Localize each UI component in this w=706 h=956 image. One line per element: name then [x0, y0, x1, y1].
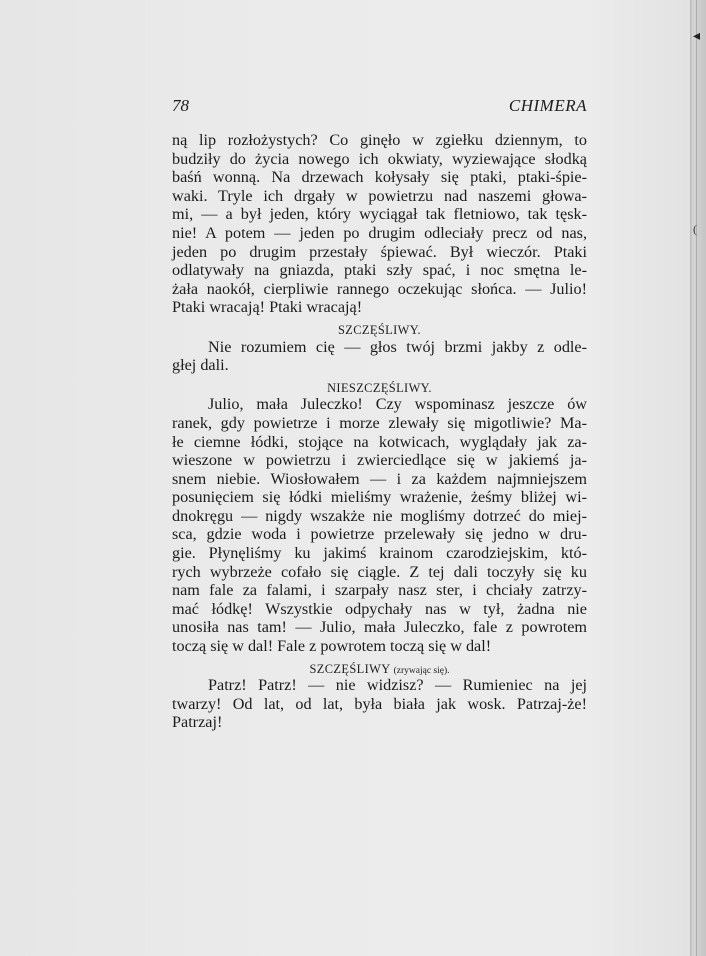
stage-direction: (zrywając się).: [393, 665, 450, 676]
page-edge-mark-icon: (: [693, 222, 697, 236]
text-line: budziły do życia nowego ich okwiaty, wyziewające słodką: [172, 149, 587, 168]
text-line: wieszone w powietrzu i zwierciedlące się w jakiemś ja-: [172, 451, 587, 470]
text-line: waki. Tryle ich drgały w powietrzu nad naszemi głowa-: [172, 186, 587, 205]
running-title: CHIMERA: [508, 96, 587, 115]
text-line: nie! A potem — jeden po drugim odleciały precz od nas,: [172, 223, 587, 242]
text-line: Nie rozumiem cię — głos twój brzmi jakby z odle-: [208, 337, 587, 356]
text-line: Julio, mała Juleczko! Czy wspominasz jeszcze ów: [208, 395, 587, 414]
page-gutter-shadow: [690, 0, 706, 956]
paragraph: [172, 131, 587, 317]
text-line: twarzy! Od lat, od lat, była biała jak wosk. Patrzaj-że!: [172, 694, 587, 713]
paragraph: [172, 338, 587, 375]
text-line: nam fale za falami, i szarpały nasz ster, i chciały zatrzy-: [172, 581, 587, 600]
speaker-heading: [172, 377, 587, 396]
running-head: [172, 96, 587, 118]
page-number: 78: [172, 96, 189, 115]
text-line: mi, — a był jeden, który wyciągał tak fletniowo, tak tęsk-: [172, 205, 587, 224]
text-line: posunięciem się łódki mieliśmy wrażenie, żeśmy bliżej wi-: [172, 488, 587, 507]
text-line: mać łódkę! Wszystkie odpychały nas w tył, żadna nie: [172, 599, 587, 618]
text-line: sca, gdzie woda i powietrze przelewały się jedno w dru-: [172, 525, 587, 544]
text-line: unosiła nas tam! — Julio, mała Juleczko, fale z powrotem: [172, 618, 587, 637]
text-line: jeden po drugim przestały śpiewać. Był wieczór. Ptaki: [172, 242, 587, 261]
speaker-name: NIESZCZĘŚLIWY.: [327, 380, 432, 395]
speaker-heading: [172, 319, 587, 338]
text-line: ną lip rozłożystych? Co ginęło w zgiełku dziennym, to: [172, 131, 587, 149]
text-line: gie. Płynęliśmy ku jakimś krainom czarodziejskim, któ-: [172, 544, 587, 563]
speaker-heading: [172, 658, 587, 677]
text-line: ranek, gdy powietrze i morze zlewały się migotliwie? Ma-: [172, 413, 587, 432]
text-line: rych wybrzeże cofało się ciągle. Z tej dali toczyły się ku: [172, 562, 587, 581]
speaker-name: SZCZĘŚLIWY: [309, 661, 391, 676]
text-line: dnokręgu — nigdy wszakże nie mogliśmy dotrzeć do miej-: [172, 506, 587, 525]
page-edge-mark-icon: ◂: [693, 29, 701, 44]
text-line: łe ciemne łódki, stojące na kotwicach, wyglądały jak za-: [172, 432, 587, 451]
paragraph: [172, 395, 587, 655]
speaker-name: SZCZĘŚLIWY.: [338, 322, 421, 337]
text-line: odlatywały na gniazda, ptaki szły spać, i noc smętna le-: [172, 261, 587, 280]
text-line: toczą się w dal! Fale z powrotem toczą się w dal!: [172, 637, 492, 656]
page-edge-line: [696, 0, 697, 956]
text-line: żała naokół, cierpliwie rannego oczekując słońca. — Julio!: [172, 279, 587, 298]
text-line: baśń wonną. Na drzewach kołysały się ptaki, ptaki-śpie-: [172, 168, 587, 187]
text-line: Ptaki wracają! Ptaki wracają!: [172, 298, 363, 317]
text-line: Patrzaj!: [172, 713, 223, 732]
paragraph: [172, 676, 587, 732]
text-line: snem niebie. Wiosłowałem — i za każdem najmniejszem: [172, 469, 587, 488]
text-line: głej dali.: [172, 356, 229, 375]
page-body: [172, 131, 587, 732]
text-line: Patrz! Patrz! — nie widzisz? — Rumieniec na jej: [208, 676, 587, 695]
